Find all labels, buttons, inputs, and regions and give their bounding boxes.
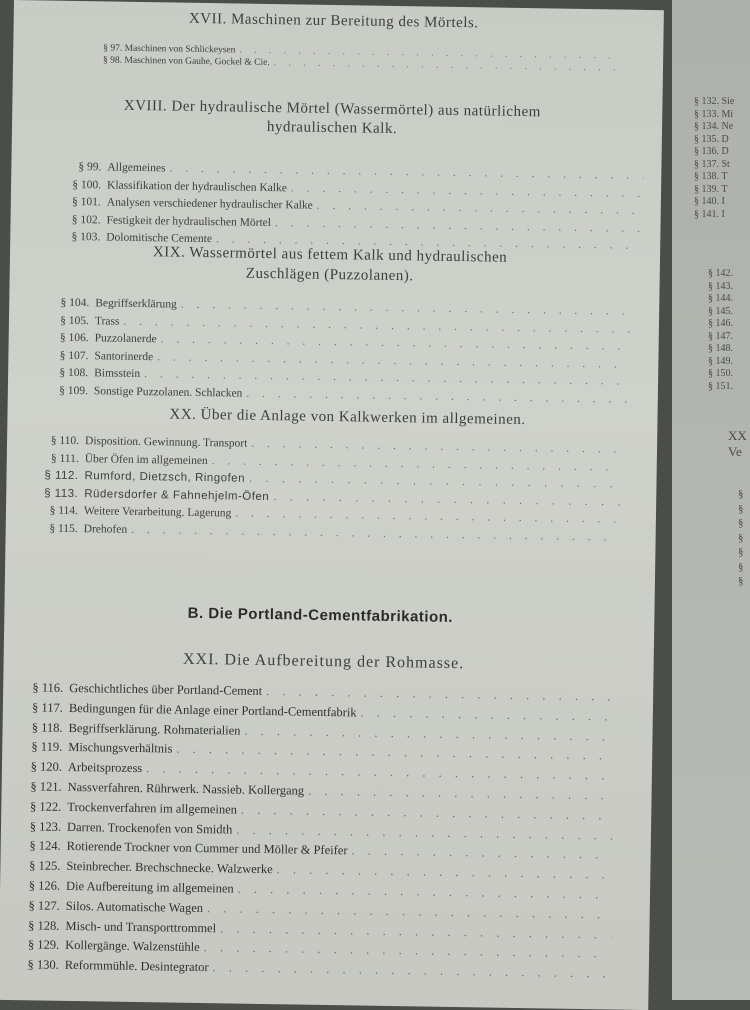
toc-entry: § 103. Dolomitische Cemente . . .: [50, 231, 660, 258]
toc-entry: § 117. Bedingungen für die Anlage einer Portland-Cementfabrik . . .: [13, 700, 633, 730]
toc-entry: § 104. Begriffserklärung . . .: [39, 296, 649, 323]
section-xix-title: XIX. Wassermörtel aus fettem Kalk und hydraulischen: [152, 244, 508, 266]
toc-entry: § 138. T: [694, 171, 728, 182]
section-xxi-title: XXI. Die Aufbereitung der Rohmasse.: [182, 650, 465, 673]
right-page-heading: [728, 428, 747, 460]
part-b-heading: B. Die Portland-Cementfabrikation.: [187, 604, 454, 626]
section-xxi-list: [9, 680, 634, 987]
toc-entry: § 141. I: [694, 208, 725, 220]
toc-entry: § 105. Trass . . .: [39, 314, 649, 341]
toc-entry: § 142.: [708, 268, 733, 279]
toc-entry: § 102. Festigkeit der hydraulischen Mörtel . . .: [50, 213, 660, 240]
toc-entry: § 112. Rumford, Dietzsch, Ringofen . . .: [28, 469, 638, 496]
toc-entry: § 100. Klassifikation der hydraulischen Kalke . . .: [51, 178, 661, 205]
toc-entry: § 146.: [708, 318, 733, 329]
section-xx-title: XX. Über die Anlage von Kalkwerken im allgemeinen.: [169, 406, 526, 429]
section-heading: XX: [728, 428, 747, 443]
toc-entry: § 135. D: [694, 133, 729, 145]
toc-entry: §: [738, 575, 744, 587]
toc-entry: §: [738, 546, 744, 558]
toc-entry: § 119. Mischungsverhältnis . . .: [12, 739, 632, 769]
toc-entry: § 149.: [708, 355, 733, 367]
toc-entry: §: [738, 488, 744, 500]
toc-entry: § 116. Geschichtliches über Portland-Cement . . .: [13, 680, 633, 710]
toc-entry: § 126. Die Aufbereitung im allgemeinen . . .: [10, 878, 630, 908]
toc-entry: § 137. St: [694, 158, 730, 170]
section-xvii-list: [13, 42, 623, 76]
right-page-list-mid: [708, 268, 733, 393]
toc-entry: § 121. Nassverfahren. Rührwerk. Nassieb. Kollergang . . .: [11, 779, 631, 809]
toc-entry: § 125. Steinbrecher. Brechschnecke. Walzwerke . . .: [10, 858, 630, 888]
toc-entry: § 140. I: [694, 196, 725, 207]
toc-entry: § 147.: [708, 330, 733, 342]
toc-entry: § 127. Silos. Automatische Wagen . . .: [10, 898, 630, 928]
toc-entry: § 133. Mi: [694, 108, 734, 120]
toc-entry: § 124. Rotierende Trockner von Cummer und Möller & Pfeifer . . .: [11, 838, 631, 868]
toc-entry: §: [738, 502, 744, 515]
right-page-list-top: [694, 96, 734, 221]
toc-entry: § 111. Über Öfen im allgemeinen . . .: [29, 452, 639, 479]
toc-entry: § 129. Kollergänge. Walzenstühle . . .: [9, 937, 629, 967]
section-xix-subtitle: Zuschlägen (Puzzolanen).: [245, 265, 414, 285]
section-xx-list: [28, 434, 640, 549]
toc-entry: § 143.: [708, 280, 733, 292]
toc-entry: § 139. T: [694, 183, 728, 195]
toc-entry: § 118. Begriffserklärung. Rohmaterialien . . .: [12, 720, 632, 750]
toc-entry: § 98. Maschinen von Gauhe, Gockel & Cie. . . .: [13, 54, 623, 76]
toc-entry: § 101. Analysen verschiedener hydraulischer Kalke . . .: [51, 196, 661, 223]
toc-entry: § 109. Sonstige Puzzolanen. Schlacken . . .: [38, 384, 648, 411]
toc-entry: § 132. Sie: [694, 96, 735, 107]
toc-entry: § 150.: [708, 368, 733, 379]
toc-entry: § 134. Ne: [694, 121, 734, 132]
toc-entry: §: [738, 517, 744, 529]
section-xviii-title: XVIII. Der hydraulische Mörtel (Wassermörtel) aus natürlichem: [123, 97, 541, 121]
toc-entry: § 130. Reformmühle. Desintegrator . . .: [9, 957, 629, 987]
toc-entry: § 113. Rüdersdorfer & Fahnehjelm-Öfen . . .: [28, 487, 638, 514]
toc-entry: § 108. Bimsstein . . .: [38, 366, 648, 393]
toc-entry: § 144.: [708, 293, 733, 304]
toc-entry: § 97. Maschinen von Schlickeysen . . .: [13, 42, 623, 64]
right-page-list-bottom: [738, 488, 744, 590]
toc-entry: § 114. Weitere Verarbeitung. Lagerung . . .: [28, 504, 638, 531]
toc-entry: § 107. Santorinerde . . .: [38, 349, 648, 376]
toc-entry: § 145.: [708, 305, 733, 317]
toc-entry: § 151.: [708, 380, 733, 392]
toc-entry: §: [738, 531, 744, 544]
toc-entry: §: [738, 560, 744, 573]
toc-entry: § 115. Drehofen . . .: [28, 522, 638, 549]
toc-entry: § 99. Allgemeines . . .: [51, 161, 661, 188]
toc-entry: § 110. Disposition. Gewinnung. Transport . . .: [29, 434, 639, 461]
toc-entry: § 122. Trockenverfahren im allgemeinen . . .: [11, 799, 631, 829]
toc-entry: § 106. Puzzolanerde . . .: [39, 331, 649, 358]
toc-entry: § 120. Arbeitsprozess . . .: [12, 759, 632, 789]
section-heading-line2: Ve: [728, 444, 742, 459]
section-xix-list: [38, 296, 650, 411]
toc-entry: § 123. Darren. Trockenofen von Smidth . . .: [11, 819, 631, 849]
toc-entry: § 136. D: [694, 146, 729, 157]
book-page-right: [672, 0, 750, 1000]
toc-entry: § 128. Misch- und Transporttrommel . . .: [9, 918, 629, 948]
toc-entry: § 148.: [708, 343, 733, 354]
section-xvii-title: XVII. Maschinen zur Bereitung des Mörtels.: [188, 10, 479, 32]
section-xviii-subtitle: hydraulischen Kalk.: [266, 118, 398, 138]
